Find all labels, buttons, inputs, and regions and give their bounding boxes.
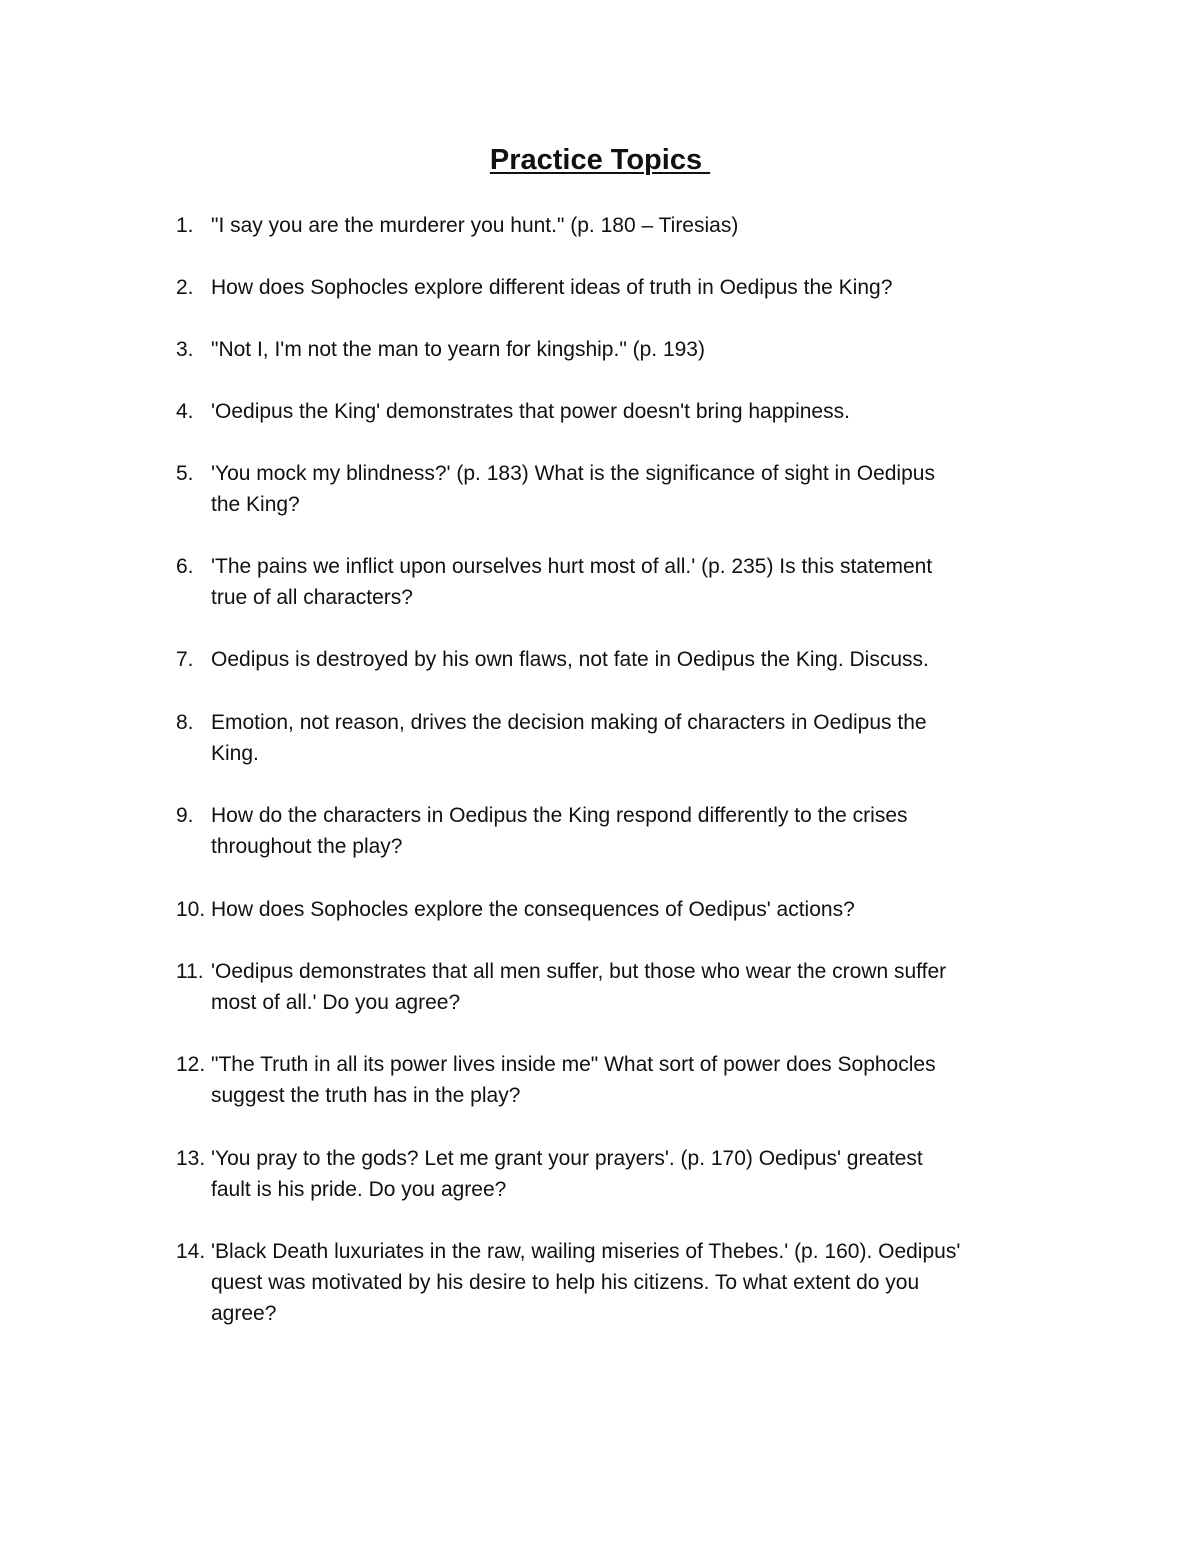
list-item-line: Emotion, not reason, drives the decision making of characters in Oedipus the: [211, 711, 927, 734]
list-item-number: 4.: [176, 400, 194, 423]
list-item-line: true of all characters?: [211, 586, 413, 609]
list-item-line: "I say you are the murderer you hunt." (p. 180 – Tiresias): [211, 214, 739, 237]
list-item-line: 'The pains we inflict upon ourselves hurt most of all.' (p. 235) Is this statement: [211, 555, 933, 578]
list-item-line: 'Oedipus the King' demonstrates that power doesn't bring happiness.: [211, 400, 850, 423]
list-item-line: quest was motivated by his desire to help his citizens. To what extent do you: [211, 1271, 920, 1294]
list-item-line: Oedipus is destroyed by his own flaws, not fate in Oedipus the King. Discuss.: [211, 648, 929, 671]
list-item-line: 'You pray to the gods? Let me grant your prayers'. (p. 170) Oedipus' greatest: [211, 1147, 923, 1170]
page-title-text: Practice Topics: [489, 144, 711, 176]
list-item-text: [211, 800, 1071, 862]
list-item-text: [211, 1049, 1071, 1111]
list-item-line: fault is his pride. Do you agree?: [211, 1178, 507, 1201]
list-item-text: [211, 334, 1071, 365]
list-item-line: How do the characters in Oedipus the King respond differently to the crises: [211, 804, 908, 827]
list-item-text: [211, 707, 1071, 769]
list-item-text: [211, 396, 1071, 427]
list-item-number: 5.: [176, 462, 194, 485]
list-item-text: [211, 210, 1071, 241]
list-item-number: 6.: [176, 555, 194, 578]
list-item-number: 10.: [176, 898, 206, 921]
list-item-text: [211, 272, 1071, 303]
list-item-number: 7.: [176, 648, 194, 671]
list-item-line: throughout the play?: [211, 835, 403, 858]
list-item-line: 'You mock my blindness?' (p. 183) What is the significance of sight in Oedipus: [211, 462, 935, 485]
list-item-number: 9.: [176, 804, 194, 827]
list-item-number: 11.: [176, 960, 204, 983]
list-item-number: 3.: [176, 338, 194, 361]
list-item-line: "The Truth in all its power lives inside me" What sort of power does Sophocles: [211, 1053, 936, 1076]
list-item-text: [211, 458, 1071, 520]
list-item-text: [211, 894, 1071, 925]
list-item-line: suggest the truth has in the play?: [211, 1084, 521, 1107]
list-item-line: "Not I, I'm not the man to yearn for kingship." (p. 193): [211, 338, 705, 361]
list-item-text: [211, 956, 1071, 1018]
list-item-text: [211, 1236, 1071, 1329]
list-item-number: 13.: [176, 1147, 206, 1170]
list-item-line: 'Black Death luxuriates in the raw, wailing miseries of Thebes.' (p. 160). Oedipus': [211, 1240, 961, 1263]
list-item-number: 12.: [176, 1053, 206, 1076]
list-item-number: 1.: [176, 214, 194, 237]
list-item-line: How does Sophocles explore different ideas of truth in Oedipus the King?: [211, 276, 893, 299]
list-item-number: 14.: [176, 1240, 206, 1263]
list-item-text: [211, 644, 1071, 675]
list-item-line: the King?: [211, 493, 300, 516]
list-item-number: 8.: [176, 711, 194, 734]
list-item-number: 2.: [176, 276, 194, 299]
list-item-line: 'Oedipus demonstrates that all men suffer, but those who wear the crown suffer: [211, 960, 947, 983]
list-item-line: King.: [211, 742, 259, 765]
page-title: [0, 140, 1200, 180]
list-item-line: How does Sophocles explore the consequences of Oedipus' actions?: [211, 898, 855, 921]
list-item-text: [211, 551, 1071, 613]
list-item-line: most of all.' Do you agree?: [211, 991, 461, 1014]
list-item-text: [211, 1143, 1071, 1205]
list-item-line: agree?: [211, 1302, 277, 1325]
